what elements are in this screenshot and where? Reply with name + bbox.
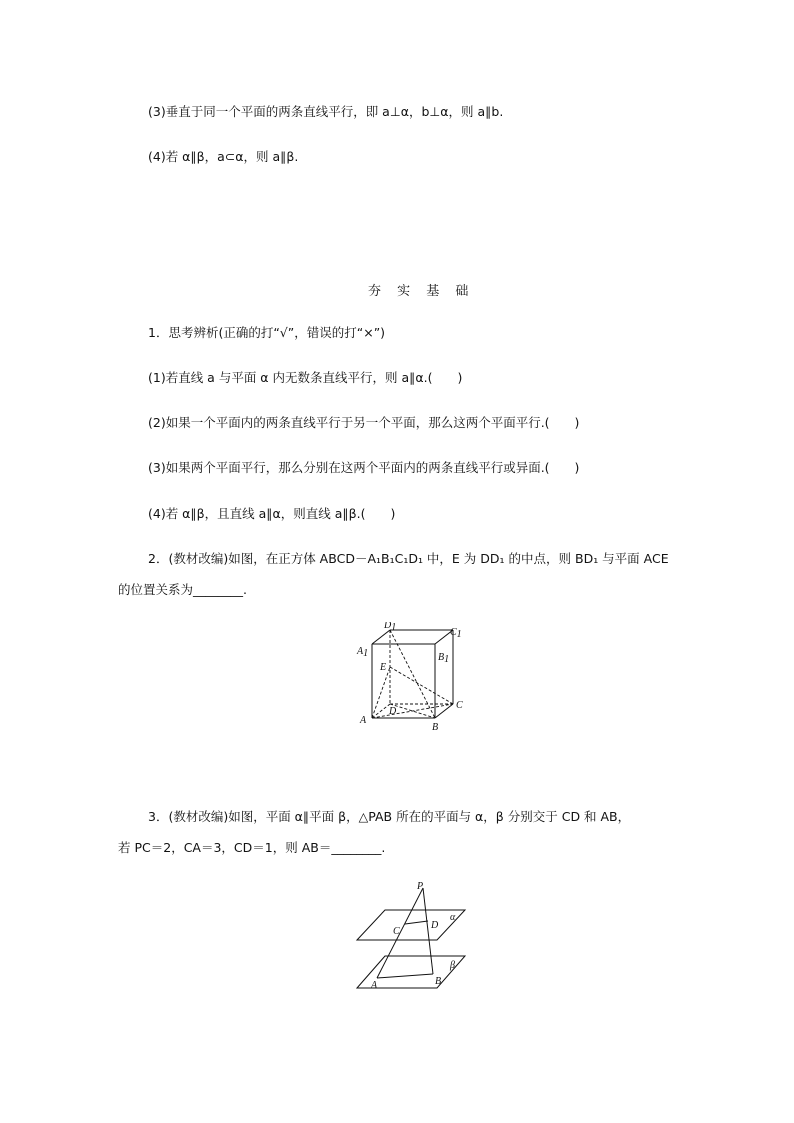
cube-figure xyxy=(350,622,480,734)
q1-item-4: (4)若 α∥β，且直线 a∥α，则直线 a∥β.( ) xyxy=(148,506,396,521)
label-d1: D1 xyxy=(384,622,397,633)
label-alpha: α xyxy=(450,912,456,923)
label-d: D xyxy=(431,920,439,931)
label-d: D xyxy=(389,706,397,717)
q1-item-1: (1)若直线 a 与平面 α 内无数条直线平行，则 a∥α.( ) xyxy=(148,370,463,385)
top-item-3: (3)垂直于同一个平面的两条直线平行，即 a⊥α，b⊥α，则 a∥b. xyxy=(148,104,504,119)
planes-figure xyxy=(355,880,470,990)
label-a1: A1 xyxy=(357,646,369,659)
section-title: 夯 实 基 础 xyxy=(368,284,475,299)
label-c: C xyxy=(456,700,463,711)
label-e: E xyxy=(380,662,387,673)
q2-stem-line-1: 2．(教材改编)如图，在正方体 ABCD－A₁B₁C₁D₁ 中，E 为 DD₁ 的中点，则 BD₁ 与平面 ACE xyxy=(148,551,669,566)
q3-stem-line-2: 若 PC＝2，CA＝3，CD＝1，则 AB＝________. xyxy=(118,840,386,855)
q1-stem: 1．思考辨析(正确的打“√”，错误的打“×”) xyxy=(148,325,386,340)
label-a: A xyxy=(371,980,378,990)
top-item-4: (4)若 α∥β，a⊂α，则 a∥β. xyxy=(148,149,299,164)
label-b: B xyxy=(435,976,442,987)
q3-stem-line-1: 3．(教材改编)如图，平面 α∥平面 β，△PAB 所在的平面与 α，β 分别交于 CD 和 AB， xyxy=(148,809,631,824)
label-b: B xyxy=(432,722,439,733)
label-a: A xyxy=(360,715,367,726)
label-c1: C1 xyxy=(450,627,462,640)
label-p: P xyxy=(417,881,424,892)
label-b1: B1 xyxy=(438,652,450,665)
label-c: C xyxy=(393,926,400,937)
label-beta: β xyxy=(450,960,455,971)
q2-stem-line-2: 的位置关系为________. xyxy=(118,582,247,597)
q1-item-3: (3)如果两个平面平行，那么分别在这两个平面内的两条直线平行或异面.( ) xyxy=(148,460,580,475)
q1-item-2: (2)如果一个平面内的两条直线平行于另一个平面，那么这两个平面平行.( ) xyxy=(148,415,580,430)
